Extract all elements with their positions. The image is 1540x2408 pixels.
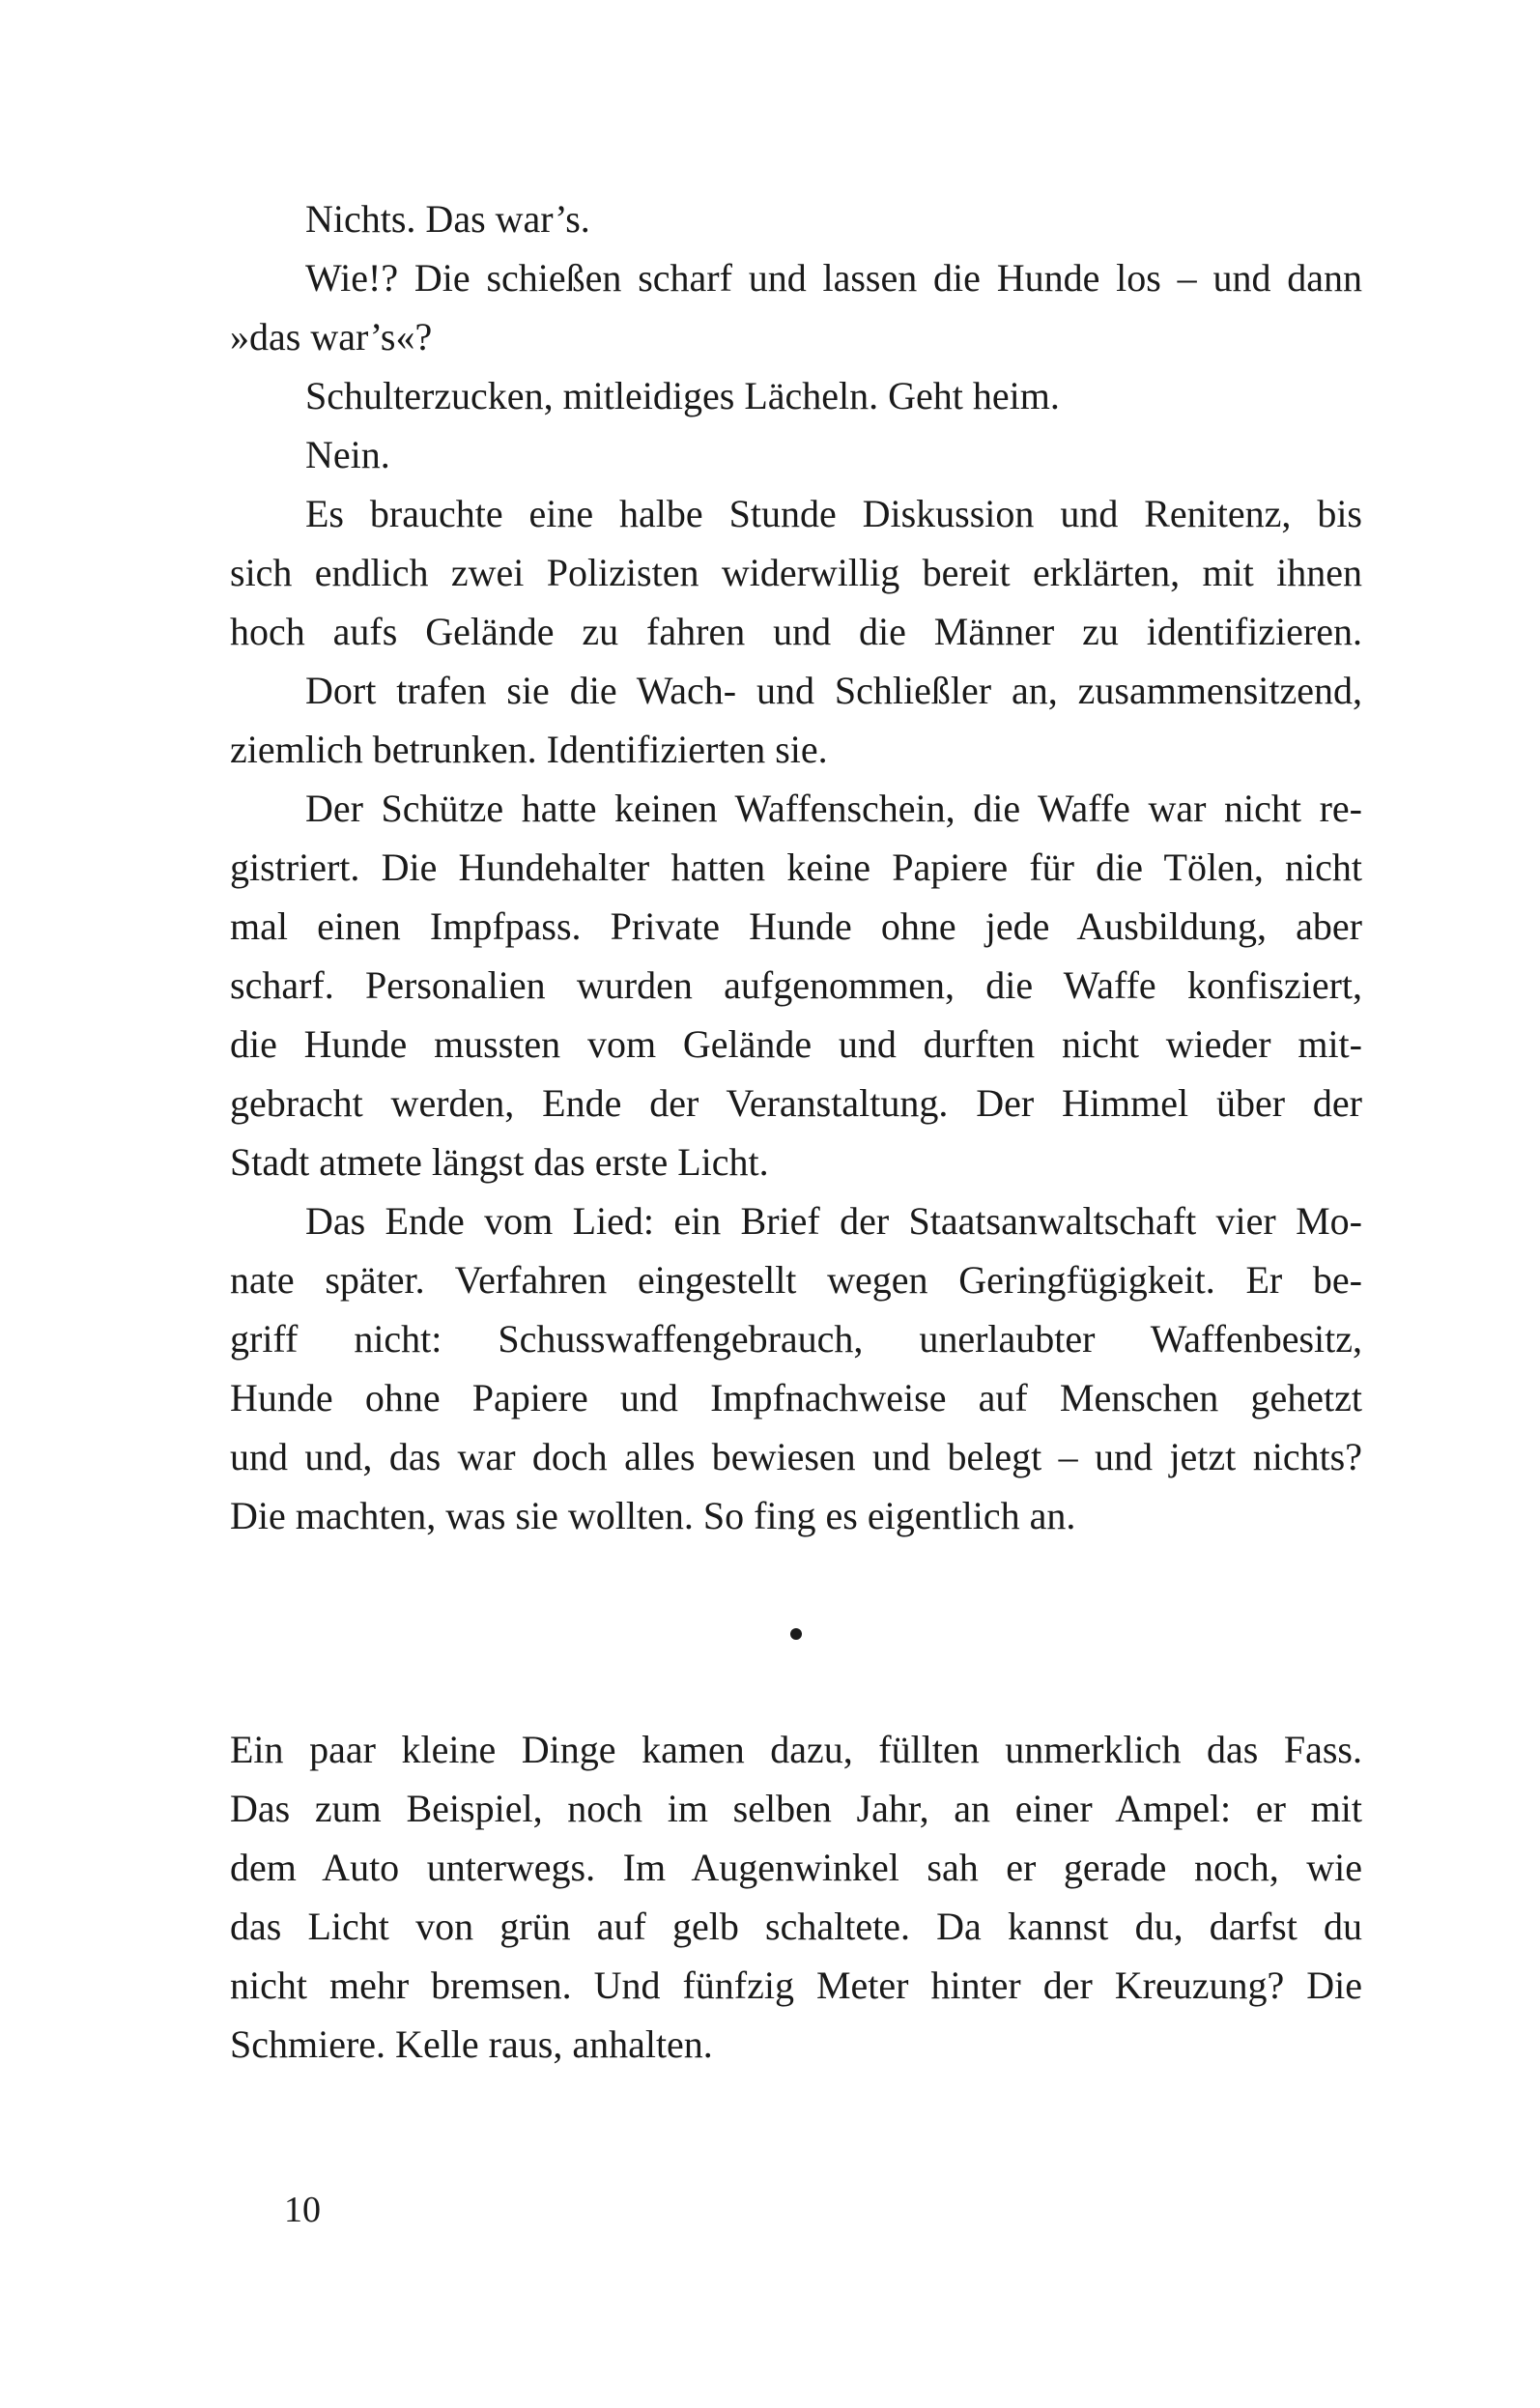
text-line: Stadt atmete längst das erste Licht. bbox=[230, 1140, 769, 1184]
text-line: dem Auto unterwegs. Im Augenwinkel sah er gerade noch, wie bbox=[230, 1846, 1362, 1889]
text-line: sich endlich zwei Polizisten widerwillig bereit erklärten, mit ihnen bbox=[230, 551, 1362, 594]
text-line: und und, das war doch alles bewiesen und belegt – und jetzt nichts? bbox=[230, 1435, 1362, 1478]
text-line: scharf. Personalien wurden aufgenommen, die Waffe konfisziert, bbox=[230, 963, 1362, 1007]
text-line: mal einen Impfpass. Private Hunde ohne jede Ausbildung, aber bbox=[230, 904, 1362, 948]
text-line: Nein. bbox=[305, 433, 390, 476]
text-line: nicht mehr bremsen. Und fünfzig Meter hinter der Kreuzung? Die bbox=[230, 1964, 1362, 2007]
text-line: gebracht werden, Ende der Veranstaltung. Der Himmel über der bbox=[230, 1081, 1362, 1125]
text-line: Hunde ohne Papiere und Impfnachweise auf Menschen gehetzt bbox=[230, 1376, 1362, 1419]
section-separator-dot bbox=[790, 1628, 802, 1640]
text-section-1 bbox=[230, 189, 1362, 1545]
text-line: Die machten, was sie wollten. So fing es eigentlich an. bbox=[230, 1494, 1076, 1537]
text-line: die Hunde mussten vom Gelände und durften nicht wieder mit- bbox=[230, 1022, 1362, 1066]
text-line: Wie!? Die schießen scharf und lassen die Hunde los – und dann bbox=[305, 256, 1362, 300]
text-section-2 bbox=[230, 1720, 1362, 2074]
text-line: Nichts. Das war’s. bbox=[305, 197, 590, 241]
text-line: Schmiere. Kelle raus, anhalten. bbox=[230, 2022, 713, 2066]
text-line: Ein paar kleine Dinge kamen dazu, füllten unmerklich das Fass. bbox=[230, 1728, 1362, 1771]
text-line: »das war’s«? bbox=[230, 315, 433, 358]
text-line: Der Schütze hatte keinen Waffenschein, die Waffe war nicht re- bbox=[305, 787, 1362, 830]
text-line: Dort trafen sie die Wach- und Schließler an, zusammensitzend, bbox=[305, 669, 1362, 712]
text-line: Das zum Beispiel, noch im selben Jahr, an einer Ampel: er mit bbox=[230, 1787, 1362, 1830]
text-line: Schulterzucken, mitleidiges Lächeln. Geht heim. bbox=[305, 374, 1060, 417]
text-line: das Licht von grün auf gelb schaltete. Da kannst du, darfst du bbox=[230, 1905, 1362, 1948]
text-line: hoch aufs Gelände zu fahren und die Männer zu identifizieren. bbox=[230, 610, 1362, 653]
text-line: Das Ende vom Lied: ein Brief der Staatsanwaltschaft vier Mo- bbox=[305, 1199, 1362, 1243]
text-line: Es brauchte eine halbe Stunde Diskussion und Renitenz, bis bbox=[305, 492, 1362, 535]
page-number: 10 bbox=[284, 2190, 321, 2230]
text-line: ziemlich betrunken. Identifizierten sie. bbox=[230, 728, 828, 771]
text-line: nate später. Verfahren eingestellt wegen Geringfügigkeit. Er be- bbox=[230, 1258, 1362, 1302]
text-line: gistriert. Die Hundehalter hatten keine Papiere für die Tölen, nicht bbox=[230, 846, 1362, 889]
text-line: griff nicht: Schusswaffengebrauch, unerlaubter Waffenbesitz, bbox=[230, 1317, 1362, 1361]
